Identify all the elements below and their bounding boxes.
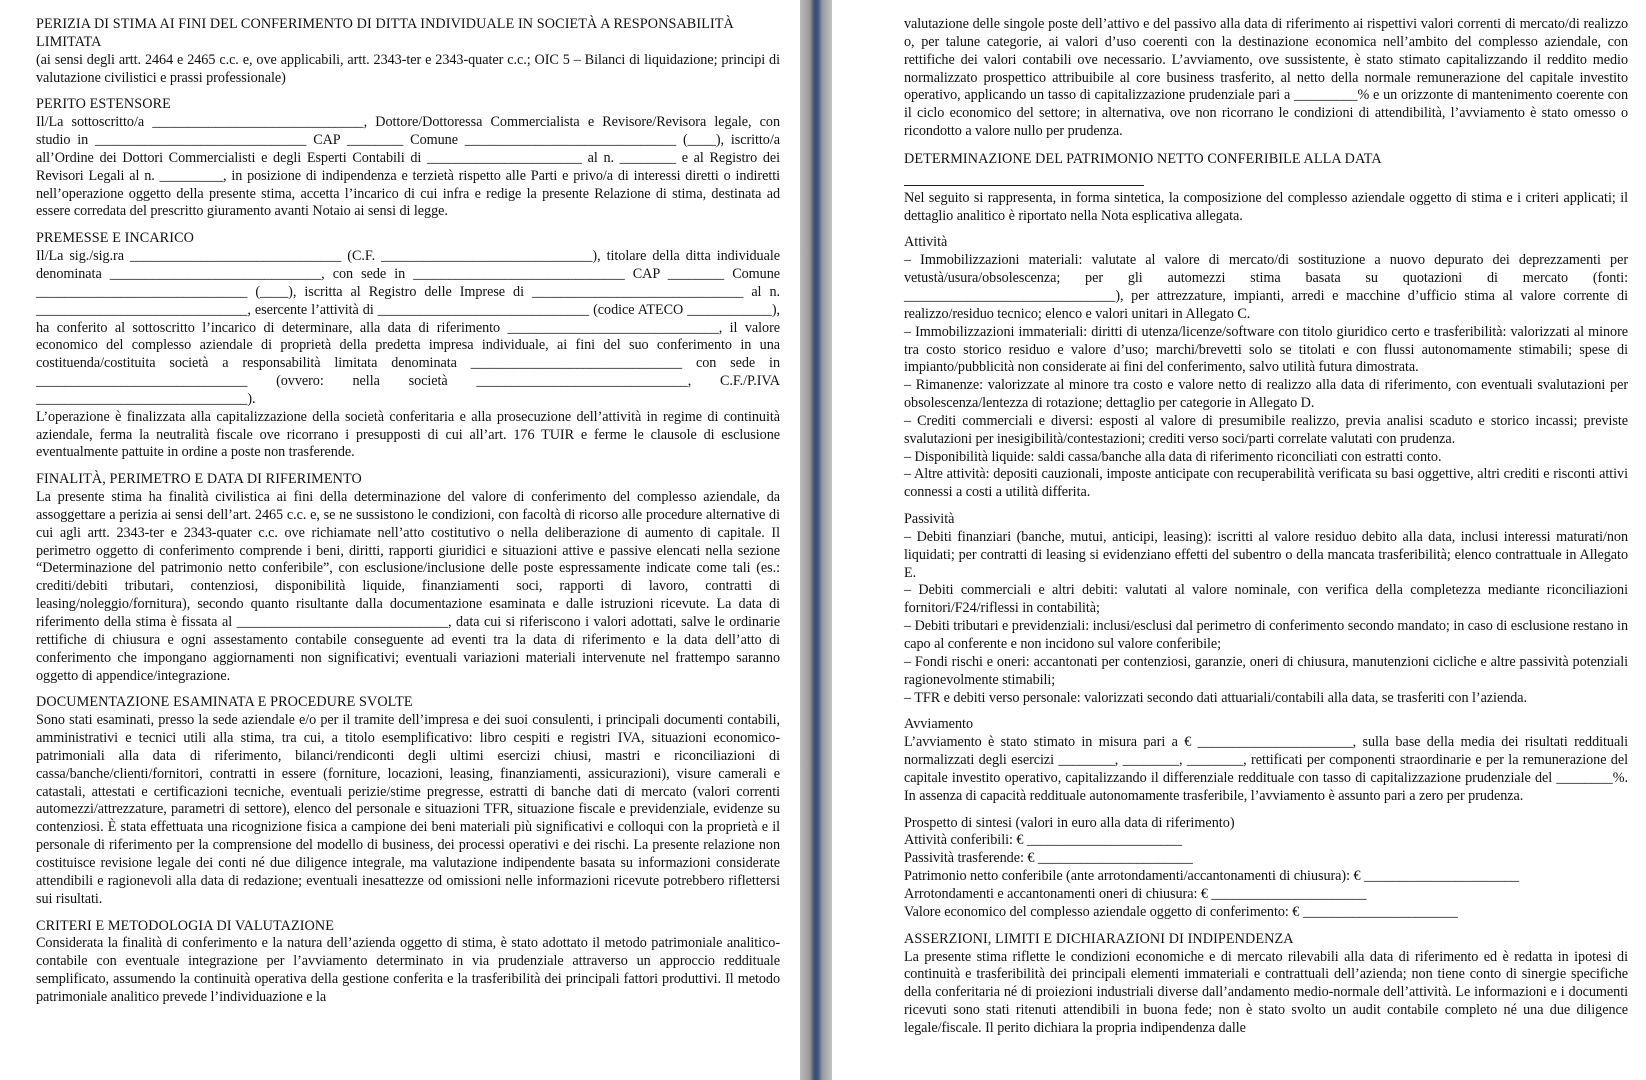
section-body-documentazione: Sono stati esaminati, presso la sede aziendale e/o per il tramite dell’impresa e dei suoi consulenti, i principali documenti contabili, amministrativi e tecnici utili alla stima, tra cui, a titolo esemplificativo: libro cespiti e registri IVA, situazioni economico-patrimoniali alla data di riferimento, bilanci/rendiconti degli ultimi esercizi chiusi, mastri e riconciliazioni di cassa/banche/clienti/fornitori, contratti in essere (forniture, locazioni, leasing, finanziamenti, assicurazioni), visure camerali e catastali, attestati e certificazioni tecniche, eventuali perizie/stime pregresse, estratti di banche dati di mercato (valori correnti automezzi/attrezzature, parametri di settore), elenco del personale e situazioni TFR, situazione fiscale e previdenziale, evidenze su contenziosi. È stata effettuata una ricognizione fisica a campione dei beni materiali più significativi e colloqui con la proprietà e il personale di riferimento per la comprensione del modello di business, dei processi operativi e dei rischi. La presente relazione non costituisce revisione legale dei conti né due diligence integrale, ma valutazione indipendente basata su informazioni considerate attendibili e ragionevoli alla data di redazione; eventuali inesattezze od omissioni nelle informazioni ricevute potrebbero riflettersi sui risultati. — [36, 712, 780, 907]
list-item: – Disponibilità liquide: saldi cassa/banche alla data di riferimento riconciliati con estratti conto. — [904, 448, 1442, 465]
blank-date-line — [904, 171, 1144, 186]
list-item: – Immobilizzazioni materiali: valutate al valore di mercato/di sostituzione a nuovo depurato dei deprezzamenti per vetustà/usura/obsolescenza; per gli automezzi stima basata su quotazioni di mercato (fonti: ______________________________), per attrezzature, impianti, arredi e macchine d’ufficio stima al valore corrente di realizzo/residuo tecnico; elenco e valori unitari in Allegato C. — [904, 252, 1628, 322]
section-body-perito: Il/La sottoscritto/a ______________________________, Dottore/Dottoressa Commercialista e Revisore/Revisora legale, con studio in ______________________________ CAP ________ Comune ______________________________ (____), iscritto/a all’Ordine dei Dottori Commercialisti e degli Esperti Contabili di ______________________ al n. ________ e al Registro dei Revisori Legali al n. _________, in posizione di indipendenza e terzietà rispetto alle Parti e privo/a di interessi diretti o indiretti nell’operazione oggetto della presente stima, accetta l’incarico di cui infra e redige la presente Relazione di stima, destinata ad essere corredata del prescritto giuramento avanti Notaio ai sensi di legge. — [36, 114, 780, 220]
list-item: – TFR e debiti verso personale: valorizzati secondo dati attuariali/contabili alla data, se trasferiti con l’azienda. — [904, 689, 1528, 706]
list-item: – Rimanenze: valorizzate al minore tra costo e valore netto di realizzo alla data di riferimento, con eventuali svalutazioni per obsolescenza/lentezza di rotazione; dettaglio per categorie in Allegato D. — [904, 377, 1628, 412]
summary-line: Valore economico del complesso aziendale oggetto di conferimento: € ______________________ — [904, 903, 1458, 920]
list-item: – Crediti commerciali e diversi: esposti al valore di presumibile realizzo, previa analisi scaduto e storico incassi; previste svalutazioni per inesigibilità/contestazioni; crediti verso soci/parti correlate valutati con prudenza. — [904, 412, 1628, 447]
section-body-premesse: Il/La sig./sig.ra ______________________________ (C.F. ______________________________), titolare della ditta individuale denominata ______________________________, con sede in ______________________________ CAP ________ Comune ______________________________ (____), iscritta al Registro delle Imprese di ______________________________ al n. ______________________________, esercente l’attività di ______________________________ (codice ATECO ____________), ha conferito al sottoscritto l’incarico di determinare, alla data di riferimento ______________________________, il valore economico del complesso aziendale di proprietà della predetta impresa individuale, ai fini del suo conferimento in una costituenda/costituita società a responsabilità limitata denominata ______________________________ con sede in ______________________________ (ovvero: nella società ______________________________, C.F./P.IVA ______________________________). — [36, 248, 780, 407]
summary-line: Arrotondamenti e accantonamenti oneri di chiusura: € ______________________ — [904, 885, 1367, 902]
list-item: – Debiti tributari e previdenziali: inclusi/esclusi dal perimetro di conferimento secondo mandato; in caso di esclusione restano in capo al conferente e non incidono sul valore conferibile; — [904, 618, 1628, 652]
page-gutter — [800, 0, 832, 1080]
section-body-criteri: Considerata la finalità di conferimento e la natura dell’azienda oggetto di stima, è stato adottato il metodo patrimoniale analitico-contabile con eventuale integrazione per l’avviamento determinato in via prudenziale attraverso un approccio reddituale semplificato, assumendo la continuità operativa della gestione conferita e la trasferibilità dei principali fattori produttivi. Il metodo patrimoniale analitico prevede l’individuazione e la — [36, 935, 780, 1005]
document-page-right — [832, 0, 1646, 1080]
document-page-left — [0, 0, 800, 1080]
summary-line: Attività conferibili: € ______________________ — [904, 832, 1182, 849]
list-item: – Debiti finanziari (banche, mutui, anticipi, leasing): iscritti al valore residuo debito alla data, inclusi interessi maturati/non liquidati; per contratti di leasing si evidenziano effetti del subentro o della mancata trasferibilità; elenco contrattuale in Allegato E. — [904, 528, 1628, 581]
section-body-determinazione: Nel seguito si rappresenta, in forma sintetica, la composizione del complesso aziendale oggetto di stima e i criteri applicati; il dettaglio analitico è riportato nella Nota esplicativa allegata. — [904, 189, 1628, 224]
section-body-criteri-continued: valutazione delle singole poste dell’attivo e del passivo alla data di riferimento ai rispettivi valori correnti di mercato/di realizzo o, per talune categorie, ai valori d’uso coerenti con la destinazione economica nell’ambito del complesso aziendale, con rettifiche dei valori contabili ove necessario. L’avviamento, ove sussistente, è stato stimato capitalizzando il reddito medio normalizzato prospettico attribuibile al core business trasferito, al netto della normale remunerazione del capitale investito operativo, applicando un tasso di capitalizzazione prudenziale pari a _________% e un orizzonte di mantenimento coerente con il ciclo economico del settore; in alternativa, ove non ricorrano le condizioni di attendibilità, l’avviamento è stato omesso o ricondotto a valore nullo per prudenza. — [904, 16, 1628, 140]
subheading-passivita: Passività — [904, 511, 955, 528]
summary-line: Passività trasferende: € ______________________ — [904, 850, 1193, 867]
section-heading-determinazione: DETERMINAZIONE DEL PATRIMONIO NETTO CONFERIBILE ALLA DATA — [904, 150, 1382, 167]
section-heading-perito: PERITO ESTENSORE — [36, 96, 171, 113]
section-body-premesse-2: L’operazione è finalizzata alla capitalizzazione della società conferitaria e alla prosecuzione dell’attività in regime di continuità aziendale, ferma la neutralità fiscale ove ricorrano i presupposti di cui all’art. 176 TUIR e ferme le clausole di esclusione eventualmente pattuite in ordine a poste non trasferende. — [36, 408, 780, 461]
section-body-finalita: La presente stima ha finalità civilistica ai fini della determinazione del valore di conferimento del complesso aziendale, da assoggettare a perizia ai sensi dell’art. 2465 c.c. e, se ne sussistono le condizioni, con facoltà di ricorso alle procedure alternative di cui agli artt. 2343-ter e 2343-quater c.c. ove richiamate nell’atto costitutivo o nella deliberazione di aumento di capitale. Il perimetro oggetto di conferimento comprende i beni, diritti, rapporti giuridici e situazioni attive e passive elencati nella sezione “Determinazione del patrimonio netto conferibile”, con esclusione/inclusione delle poste espressamente indicate come tali (es.: crediti/debiti tributari, contenziosi, disponibilità liquide, finanziamenti soci, rapporti di lavoro, contratti di leasing/noleggio/fornitura), secondo quanto risultante dalla documentazione esaminata e dalle istruzioni ricevute. La data di riferimento della stima è fissata al ______________________________, data cui si riferiscono i valori adottati, salve le ordinarie rettifiche di chiusura e ogni assestamento contabile conseguente ad eventi tra la data di riferimento e la data dell’atto di conferimento che impongano aggiornamenti non significativi; eventuali variazioni materiali intervenute nel frattempo saranno oggetto di appendice/integrazione. — [36, 489, 780, 684]
subheading-attivita: Attività — [904, 234, 948, 251]
section-heading-documentazione: DOCUMENTAZIONE ESAMINATA E PROCEDURE SVOLTE — [36, 694, 413, 711]
list-item: – Altre attività: depositi cauzionali, imposte anticipate con recuperabilità verificata su basi oggettive, altri crediti e risconti attivi connessi a costi a utilità differita. — [904, 466, 1628, 501]
section-heading-finalita: FINALITÀ, PERIMETRO E DATA DI RIFERIMENTO — [36, 471, 362, 488]
section-body-asserzioni: La presente stima riflette le condizioni economiche e di mercato rilevabili alla data di riferimento ed è redatta in ipotesi di continuità e trasferibilità dei principali elementi immateriali e contrattuali dell’azienda; non tiene conto di sinergie specifiche della conferitaria né di proiezioni industriali diverse dall’andamento medio-normale dell’attività. Le informazioni e i documenti ricevuti sono stati ritenuti attendibili in buona fede; non è stato svolto un audit contabile completo né una due diligence legale/fiscale. Il perito dichiara la propria indipendenza dalle — [904, 948, 1628, 1036]
section-body-avviamento: L’avviamento è stato stimato in misura pari a € ______________________, sulla base della media dei risultati reddituali normalizzati degli esercizi ________, ________, ________, rettificati per componenti straordinarie e per la remunerazione del capitale investito operativo, capitalizzando il differenziale reddituale con tasso di capitalizzazione prudenziale del ________%. In assenza di capacità reddituale autonomamente trasferibile, l’avviamento è assunto pari a zero per prudenza. — [904, 734, 1628, 804]
subheading-avviamento: Avviamento — [904, 716, 974, 733]
document-subtitle: (ai sensi degli artt. 2464 e 2465 c.c. e, ove applicabili, artt. 2343-ter e 2343-quater c.c.; OIC 5 – Bilanci di liquidazione; principi di valutazione civilistici e prassi professionale) — [36, 51, 780, 86]
subheading-prospetto: Prospetto di sintesi (valori in euro alla data di riferimento) — [904, 814, 1235, 831]
section-heading-premesse: PREMESSE E INCARICO — [36, 230, 194, 247]
document-title: PERIZIA DI STIMA AI FINI DEL CONFERIMENTO DI DITTA INDIVIDUALE IN SOCIETÀ A RESPONSABILITÀ LIMITATA — [36, 16, 734, 50]
list-item: – Fondi rischi e oneri: accantonati per contenziosi, garanzie, oneri di chiusura, manutenzioni cicliche e altre passività potenziali ragionevolmente stimabili; — [904, 653, 1628, 688]
list-item: – Debiti commerciali e altri debiti: valutati al valore nominale, con verifica della completezza mediante riconciliazioni fornitori/F24/riflessi in contabilità; — [904, 582, 1628, 617]
section-heading-asserzioni: ASSERZIONI, LIMITI E DICHIARAZIONI DI INDIPENDENZA — [904, 930, 1294, 947]
list-item: – Immobilizzazioni immateriali: diritti di utenza/licenze/software con titolo giuridico certo e trasferibilità: valorizzati al minore tra costo storico residuo e valore d’uso; marchi/brevetti solo se titolati e con flussi autonomamente stimabili; spese di impianto/pubblicità non considerate ai fini del conferimento, salvo utilità futura dimostrata. — [904, 323, 1628, 376]
summary-line: Patrimonio netto conferibile (ante arrotondamenti/accantonamenti di chiusura): € ______________________ — [904, 868, 1520, 885]
section-heading-criteri: CRITERI E METODOLOGIA DI VALUTAZIONE — [36, 917, 335, 934]
